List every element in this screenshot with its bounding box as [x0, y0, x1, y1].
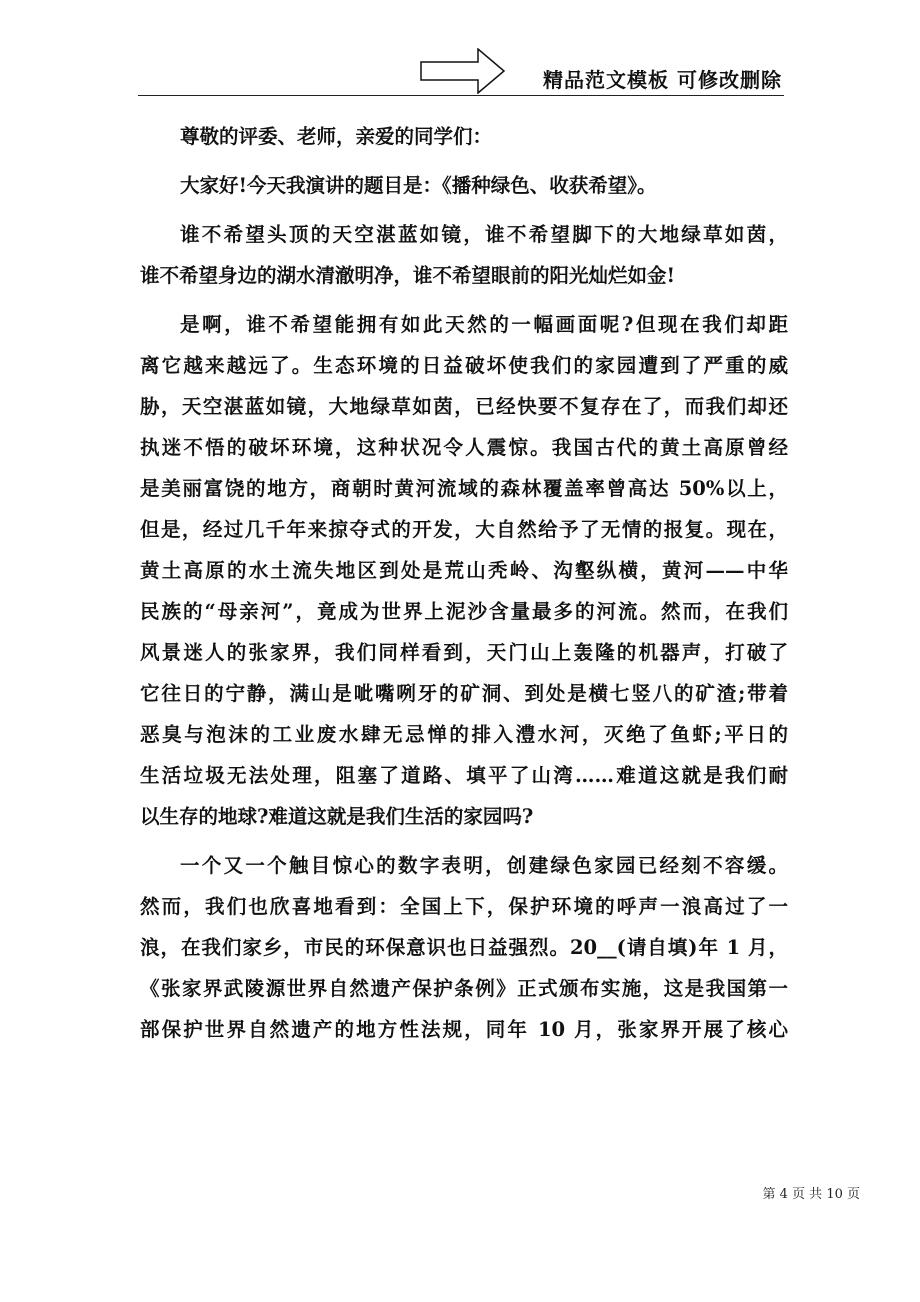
text-line: 部保护世界自然遗产的地方性法规，同年 10 月，张家界开展了核心 [140, 1018, 788, 1041]
text-line: 它往日的宁静，满山是呲嘴咧牙的矿洞、到处是横七竖八的矿渣;带着 [140, 682, 788, 705]
text-line: 风景迷人的张家界，我们同样看到，天门山上轰隆的机器声，打破了 [140, 641, 788, 664]
text-line: 离它越来越远了。生态环境的日益破坏使我们的家园遭到了严重的威 [140, 354, 788, 377]
text-line: 是啊，谁不希望能拥有如此天然的一幅画面呢?但现在我们却距 [180, 313, 788, 336]
text-line: 然而，我们也欣喜地看到：全国上下，保护环境的呼声一浪高过了一 [140, 895, 788, 918]
page-number: 第 4 页 共 10 页 [762, 1187, 860, 1202]
arrow-right-icon [420, 48, 506, 94]
text-line: 谁不希望身边的湖水清澈明净，谁不希望眼前的阳光灿烂如金! [140, 264, 676, 287]
text-line: 恶臭与泡沫的工业废水肆无忌惮的排入澧水河，灭绝了鱼虾;平日的 [140, 723, 788, 746]
text-line: 谁不希望头顶的天空湛蓝如镜，谁不希望脚下的大地绿草如茵， [180, 223, 788, 246]
text-line: 一个又一个触目惊心的数字表明，创建绿色家园已经刻不容缓。 [180, 854, 788, 877]
text-line: 《张家界武陵源世界自然遗产保护条例》正式颁布实施，这是我国第一 [140, 977, 788, 1000]
text-line: 民族的“母亲河”，竟成为世界上泥沙含量最多的河流。然而，在我们 [140, 600, 788, 623]
salutation-line: 尊敬的评委、老师，亲爱的同学们： [180, 125, 493, 148]
document-body [140, 116, 788, 1050]
text-line: 但是，经过几千年来掠夺式的开发，大自然给予了无情的报复。现在， [140, 518, 788, 541]
header-rule [138, 95, 784, 96]
greeting-line: 大家好!今天我演讲的题目是：《播种绿色、收获希望》。 [180, 174, 657, 197]
page-header [138, 48, 784, 98]
header-title: 精品范文模板 可修改删除 [543, 68, 782, 92]
text-line: 生活垃圾无法处理，阻塞了道路、填平了山湾……难道这就是我们耐 [140, 764, 788, 787]
text-line: 浪，在我们家乡，市民的环保意识也日益强烈。20__(请自填)年 1 月， [140, 936, 788, 959]
text-line: 以生存的地球?难道这就是我们生活的家园吗? [140, 805, 534, 828]
text-line: 胁，天空湛蓝如镜，大地绿草如茵，已经快要不复存在了，而我们却还 [140, 395, 788, 418]
text-line: 执迷不悟的破坏环境，这种状况令人震惊。我国古代的黄土高原曾经 [140, 436, 788, 459]
text-line: 是美丽富饶的地方，商朝时黄河流域的森林覆盖率曾高达 50%以上， [140, 477, 788, 500]
text-line: 黄土高原的水土流失地区到处是荒山秃岭、沟壑纵横，黄河——中华 [140, 559, 788, 582]
